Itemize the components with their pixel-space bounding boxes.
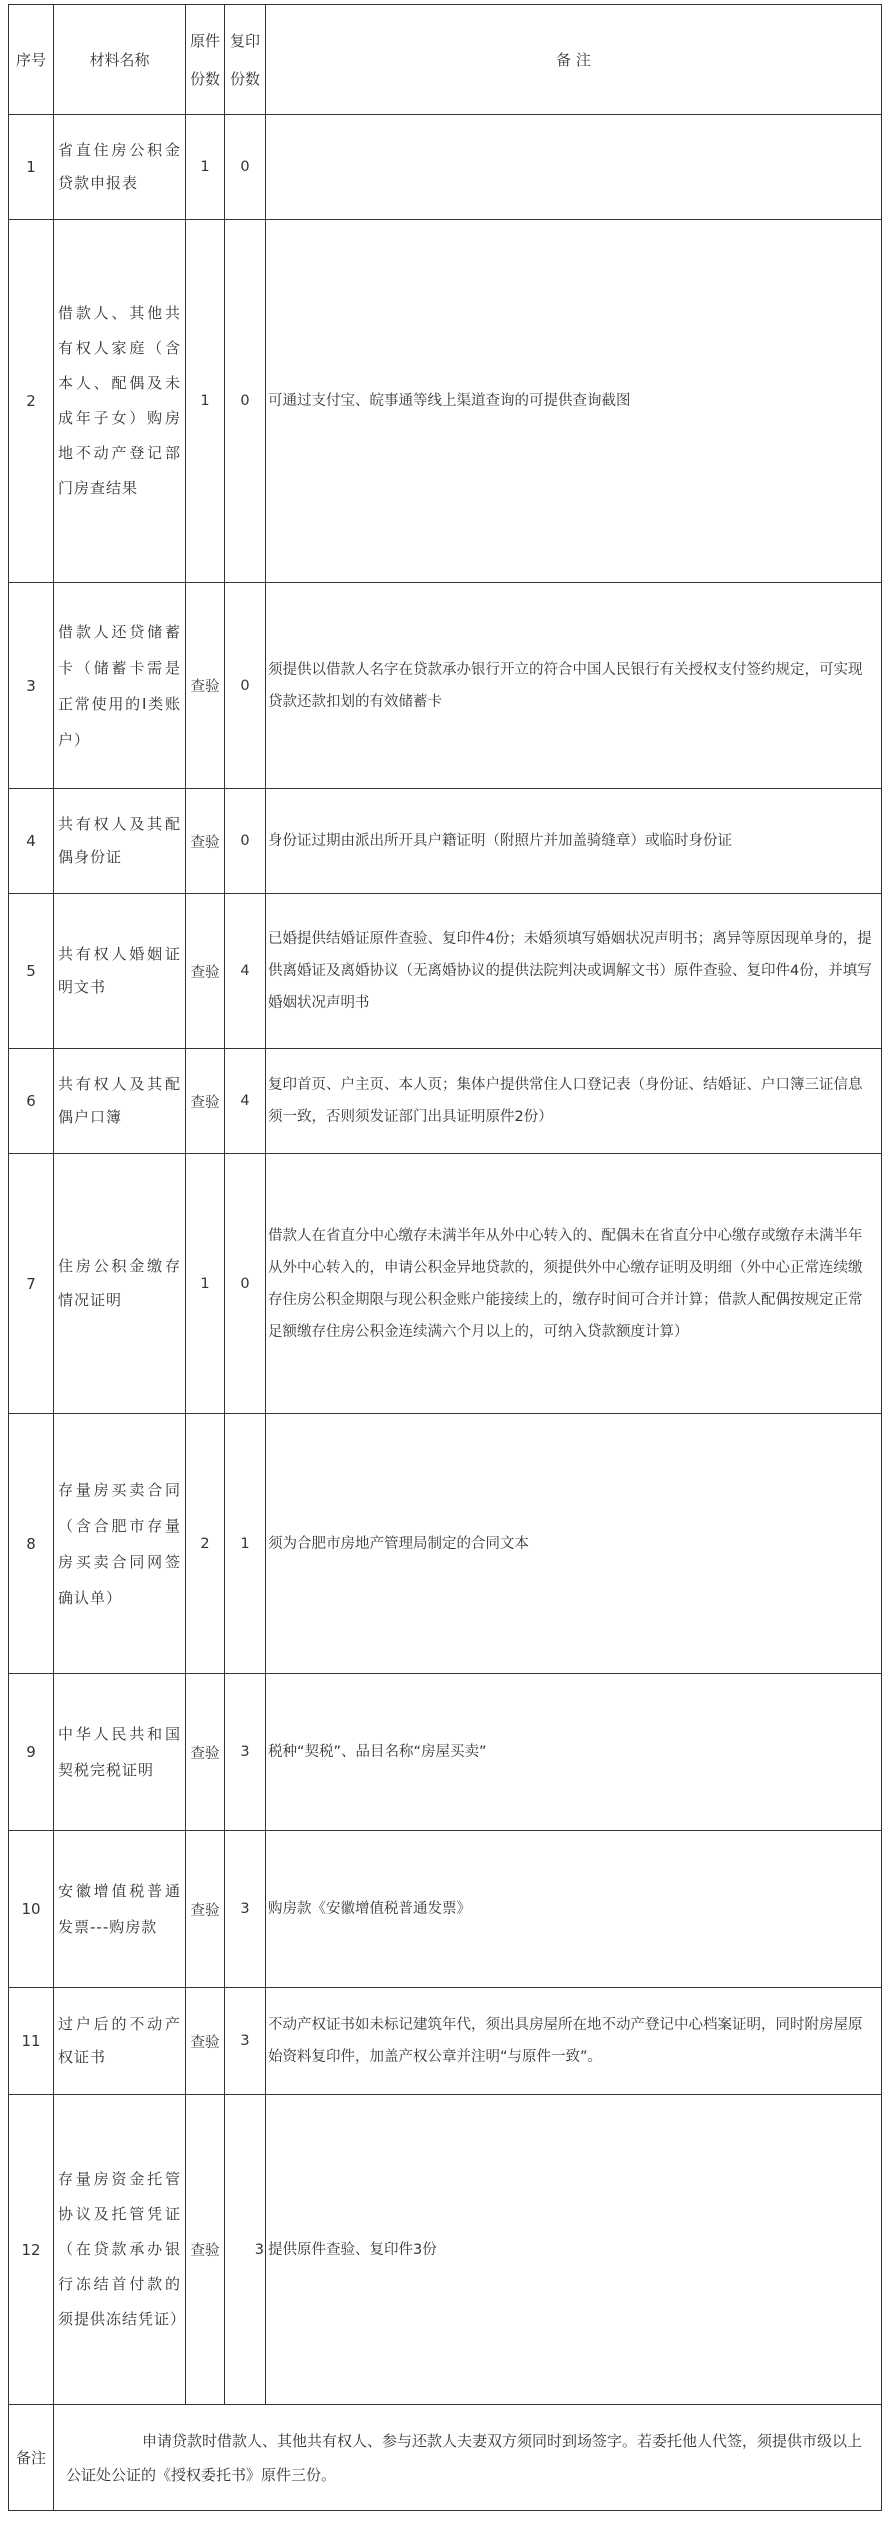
table-row	[9, 220, 882, 583]
row-name: 过户后的不动产权证书	[54, 1988, 186, 2095]
table-row	[9, 583, 882, 789]
header-name: 材料名称	[54, 5, 186, 115]
footer-label: 备注	[9, 2405, 54, 2511]
header-remark: 备 注	[266, 5, 882, 115]
row-no: 1	[9, 115, 54, 220]
table-header-row	[9, 5, 882, 115]
row-no: 7	[9, 1154, 54, 1414]
row-copy: 3	[225, 1674, 266, 1831]
row-no: 6	[9, 1049, 54, 1154]
row-copy: 3	[225, 2095, 266, 2405]
row-no: 10	[9, 1831, 54, 1988]
row-orig: 1	[186, 220, 225, 583]
row-remark: 须提供以借款人名字在贷款承办银行开立的符合中国人民银行有关授权支付签约规定，可实现贷款还款扣划的有效储蓄卡	[266, 583, 882, 789]
table-row	[9, 894, 882, 1049]
row-remark: 身份证过期由派出所开具户籍证明（附照片并加盖骑缝章）或临时身份证	[266, 789, 882, 894]
header-orig-line1: 原件	[189, 31, 220, 50]
row-orig: 查验	[186, 894, 225, 1049]
row-name: 共有权人及其配偶身份证	[54, 789, 186, 894]
materials-table	[8, 4, 882, 2511]
row-orig: 查验	[186, 583, 225, 789]
row-orig: 查验	[186, 1988, 225, 2095]
row-copy: 4	[225, 1049, 266, 1154]
header-orig	[186, 5, 225, 115]
footer-note	[54, 2405, 882, 2511]
row-remark: 提供原件查验、复印件3份	[266, 2095, 882, 2405]
table-row	[9, 115, 882, 220]
row-name: 存量房买卖合同（含合肥市存量房买卖合同网签确认单）	[54, 1414, 186, 1674]
row-orig: 查验	[186, 1049, 225, 1154]
row-remark: 借款人在省直分中心缴存未满半年从外中心转入的、配偶未在省直分中心缴存或缴存未满半年从外中心转入的，申请公积金异地贷款的，须提供外中心缴存证明及明细（外中心正常连续缴存住房公积金期限与现公积金账户能接续上的，缴存时间可合并计算；借款人配偶按规定正常足额缴存住房公积金连续满六个月以上的，可纳入贷款额度计算）	[266, 1154, 882, 1414]
row-no: 4	[9, 789, 54, 894]
row-no: 9	[9, 1674, 54, 1831]
row-name: 借款人、其他共有权人家庭（含本人、配偶及未成年子女）购房地不动产登记部门房查结果	[54, 220, 186, 583]
row-remark: 复印首页、户主页、本人页；集体户提供常住人口登记表（身份证、结婚证、户口簿三证信息须一致，否则须发证部门出具证明原件2份）	[266, 1049, 882, 1154]
footer-row	[9, 2405, 882, 2511]
header-copy-line2: 份数	[229, 69, 260, 88]
row-remark: 购房款《安徽增值税普通发票》	[266, 1831, 882, 1988]
row-orig: 1	[186, 115, 225, 220]
row-copy: 0	[225, 1154, 266, 1414]
header-no: 序号	[9, 5, 54, 115]
header-copy	[225, 5, 266, 115]
header-copy-line1: 复印	[229, 31, 260, 50]
table-row	[9, 1154, 882, 1414]
row-no: 12	[9, 2095, 54, 2405]
row-orig: 查验	[186, 1831, 225, 1988]
row-remark: 须为合肥市房地产管理局制定的合同文本	[266, 1414, 882, 1674]
row-remark: 税种“契税”、品目名称“房屋买卖”	[266, 1674, 882, 1831]
row-orig: 1	[186, 1154, 225, 1414]
row-name: 存量房资金托管协议及托管凭证（在贷款承办银行冻结首付款的须提供冻结凭证）	[54, 2095, 186, 2405]
header-orig-line2: 份数	[189, 69, 220, 88]
row-no: 8	[9, 1414, 54, 1674]
row-orig: 查验	[186, 789, 225, 894]
table-row	[9, 1988, 882, 2095]
row-copy: 0	[225, 220, 266, 583]
row-name: 中华人民共和国契税完税证明	[54, 1674, 186, 1831]
row-copy: 4	[225, 894, 266, 1049]
row-no: 2	[9, 220, 54, 583]
row-no: 11	[9, 1988, 54, 2095]
row-name: 省直住房公积金贷款申报表	[54, 115, 186, 220]
row-remark: 不动产权证书如未标记建筑年代，须出具房屋所在地不动产登记中心档案证明，同时附房屋原始资料复印件，加盖产权公章并注明“与原件一致”。	[266, 1988, 882, 2095]
table-row	[9, 1831, 882, 1988]
row-remark	[266, 115, 882, 220]
row-copy: 0	[225, 789, 266, 894]
table-row	[9, 1414, 882, 1674]
row-orig: 2	[186, 1414, 225, 1674]
table-row	[9, 1674, 882, 1831]
row-remark: 可通过支付宝、皖事通等线上渠道查询的可提供查询截图	[266, 220, 882, 583]
row-copy: 1	[225, 1414, 266, 1674]
row-copy: 3	[225, 1988, 266, 2095]
table-row	[9, 789, 882, 894]
footer-text: 申请贷款时借款人、其他共有权人、参与还款人夫妻双方须同时到场签字。若委托他人代签，须提供市级以上公证处公证的《授权委托书》原件三份。	[66, 2431, 863, 2484]
row-copy: 0	[225, 583, 266, 789]
row-copy: 0	[225, 115, 266, 220]
row-name: 住房公积金缴存情况证明	[54, 1154, 186, 1414]
row-name: 共有权人婚姻证明文书	[54, 894, 186, 1049]
table-row	[9, 2095, 882, 2405]
table-row	[9, 1049, 882, 1154]
row-name: 安徽增值税普通发票---购房款	[54, 1831, 186, 1988]
row-no: 5	[9, 894, 54, 1049]
row-no: 3	[9, 583, 54, 789]
row-remark: 已婚提供结婚证原件查验、复印件4份；未婚须填写婚姻状况声明书；离异等原因现单身的，提供离婚证及离婚协议（无离婚协议的提供法院判决或调解文书）原件查验、复印件4份，并填写婚姻状况声明书	[266, 894, 882, 1049]
row-orig: 查验	[186, 2095, 225, 2405]
row-name: 共有权人及其配偶户口簿	[54, 1049, 186, 1154]
row-copy: 3	[225, 1831, 266, 1988]
row-name: 借款人还贷储蓄卡（储蓄卡需是正常使用的I类账户）	[54, 583, 186, 789]
row-orig: 查验	[186, 1674, 225, 1831]
